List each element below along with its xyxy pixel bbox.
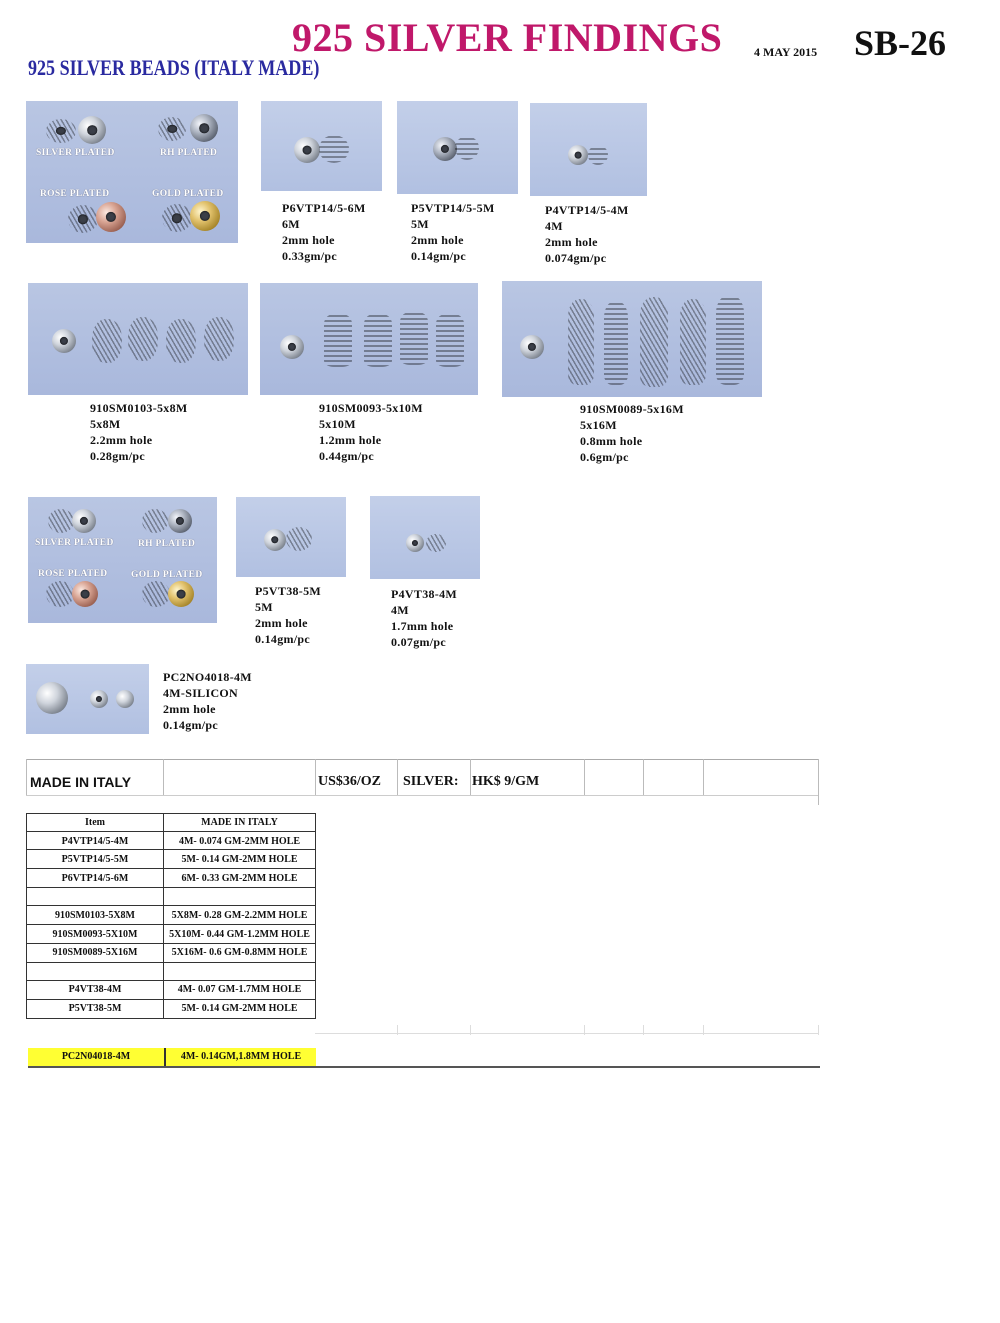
bead-image <box>190 114 218 142</box>
silver-label: SILVER: <box>403 774 459 789</box>
product-weight: 0.44gm/pc <box>319 449 375 463</box>
product-weight: 0.14gm/pc <box>163 718 219 732</box>
product-hole: 1.2mm hole <box>319 433 382 447</box>
bead-image <box>604 301 628 385</box>
bead-image <box>400 311 428 365</box>
product-hole: 2mm hole <box>255 616 308 630</box>
product-photo-p4vt38 <box>370 496 480 579</box>
product-caption <box>545 202 629 266</box>
table-cell-desc: 5X8M- 0.28 GM-2.2MM HOLE <box>171 910 308 921</box>
product-size: 4M <box>545 219 563 233</box>
product-code: P4VTP14/5-4M <box>545 203 629 217</box>
table-cell-desc: 5M- 0.14 GM-2MM HOLE <box>181 1003 298 1014</box>
product-weight: 0.28gm/pc <box>90 449 146 463</box>
product-caption <box>580 401 684 465</box>
table-cell-desc: 5M- 0.14 GM-2MM HOLE <box>181 854 298 865</box>
bead-image <box>588 145 608 165</box>
bead-image <box>72 581 98 607</box>
plating-label: RH PLATED <box>160 148 218 158</box>
page-title: 925 SILVER FINDINGS <box>292 15 723 60</box>
product-size: 5M <box>255 600 273 614</box>
grid-line <box>26 1018 316 1019</box>
bead-image <box>640 297 668 387</box>
table-cell-item: P4VTP14/5-4M <box>61 836 129 847</box>
bead-image <box>455 136 479 160</box>
product-photo-p4vtp14 <box>530 103 647 196</box>
product-code: P5VT38-5M <box>255 584 322 598</box>
plating-label: GOLD PLATED <box>152 189 224 199</box>
bead-image <box>436 313 464 367</box>
product-photo-p6vtp14 <box>261 101 382 191</box>
product-caption <box>319 400 423 464</box>
product-code: 910SM0093-5x10M <box>319 401 423 415</box>
grid-line <box>584 759 585 795</box>
product-code: P6VTP14/5-6M <box>282 201 366 215</box>
product-size: 5M <box>411 217 429 231</box>
grid-line <box>26 943 316 944</box>
product-caption <box>411 200 495 264</box>
plating-label: GOLD PLATED <box>131 570 203 580</box>
bead-image <box>168 581 194 607</box>
product-hole: 2mm hole <box>411 233 464 247</box>
bead-image <box>568 299 594 385</box>
product-code: 910SM0089-5x16M <box>580 402 684 416</box>
plating-label: SILVER PLATED <box>36 148 115 158</box>
highlight-row <box>28 1048 316 1066</box>
grid-line <box>26 999 316 1000</box>
bead-image <box>364 313 392 367</box>
product-weight: 0.074gm/pc <box>545 251 607 265</box>
bead-image <box>116 690 134 708</box>
grid-line <box>26 924 316 925</box>
bead-image <box>568 145 588 165</box>
bead-image <box>158 117 186 141</box>
bead-image <box>48 509 74 533</box>
made-in-label: MADE IN ITALY <box>30 774 132 790</box>
table-cell-item: 910SM0089-5X16M <box>52 947 138 958</box>
grid-line <box>26 849 316 850</box>
product-hole: 0.8mm hole <box>580 434 643 448</box>
product-size: 5x10M <box>319 417 356 431</box>
product-caption <box>282 200 366 264</box>
product-size: 4M-SILICON <box>163 686 239 700</box>
bead-image <box>294 137 320 163</box>
product-size: 5x8M <box>90 417 121 431</box>
product-caption <box>391 586 457 650</box>
product-weight: 0.14gm/pc <box>255 632 311 646</box>
bead-image <box>128 317 158 361</box>
grid-line <box>470 759 471 795</box>
grid-line <box>26 813 316 814</box>
product-photo-910sm0103 <box>28 283 248 395</box>
table-cell-item: PC2N04018-4M <box>61 1051 131 1062</box>
bead-image <box>142 581 170 607</box>
product-hole: 2mm hole <box>282 233 335 247</box>
grid-line <box>818 759 819 805</box>
table-cell-desc: 5X10M- 0.44 GM-1.2MM HOLE <box>169 929 310 940</box>
table-header-desc: MADE IN ITALY <box>201 817 278 828</box>
bead-image <box>426 534 446 552</box>
product-photo-910sm0093 <box>260 283 478 395</box>
grid-line <box>397 759 398 795</box>
grid-line <box>28 1066 820 1068</box>
subtitle: 925 SILVER BEADS (ITALY MADE) <box>28 55 320 80</box>
product-weight: 0.14gm/pc <box>411 249 467 263</box>
grid-line <box>26 980 316 981</box>
table-header-item: Item <box>85 817 105 828</box>
grid-line <box>818 1025 819 1035</box>
product-weight: 0.07gm/pc <box>391 635 447 649</box>
table-cell-desc: 5X16M- 0.6 GM-0.8MM HOLE <box>171 947 308 958</box>
bead-image <box>68 205 98 233</box>
product-size: 5x16M <box>580 418 617 432</box>
product-hole: 2mm hole <box>163 702 216 716</box>
grid-line <box>26 868 316 869</box>
grid-line <box>26 795 819 796</box>
plating-label: ROSE PLATED <box>38 569 108 579</box>
bead-image <box>90 690 108 708</box>
bead-image <box>406 534 424 552</box>
grid-line <box>584 1025 585 1035</box>
bead-image <box>46 119 76 143</box>
bead-image <box>46 581 74 607</box>
product-weight: 0.6gm/pc <box>580 450 629 464</box>
bead-image <box>280 335 304 359</box>
table-cell-item: 910SM0093-5X10M <box>52 929 138 940</box>
bead-image <box>319 135 349 163</box>
product-weight: 0.33gm/pc <box>282 249 338 263</box>
silver-value: HK$ 9/GM <box>472 774 540 789</box>
grid-line <box>26 831 316 832</box>
product-caption <box>90 400 188 464</box>
plating-label: SILVER PLATED <box>35 538 114 548</box>
product-code: PC2NO4018-4M <box>163 670 252 684</box>
product-caption <box>255 583 321 647</box>
plating-sample-photo-2 <box>28 497 217 623</box>
grid-line <box>703 1025 704 1035</box>
bead-image <box>78 116 106 144</box>
date-label: 4 MAY 2015 <box>754 45 818 59</box>
product-code: P5VTP14/5-5M <box>411 201 495 215</box>
grid-line <box>470 1025 471 1035</box>
grid-line <box>315 813 316 1018</box>
bead-image <box>162 204 192 232</box>
grid-line <box>26 759 27 795</box>
grid-line <box>26 962 316 963</box>
table-cell-desc: 6M- 0.33 GM-2MM HOLE <box>181 873 298 884</box>
grid-line <box>643 1025 644 1035</box>
product-photo-910sm0089 <box>502 281 762 397</box>
table-cell-item: P4VT38-4M <box>68 984 122 995</box>
bead-image <box>72 509 96 533</box>
product-hole: 2.2mm hole <box>90 433 153 447</box>
table-cell-item: 910SM0103-5X8M <box>55 910 135 921</box>
price-label: US$36/OZ <box>318 774 382 789</box>
table-cell-item: P5VT38-5M <box>68 1003 122 1014</box>
product-hole: 2mm hole <box>545 235 598 249</box>
grid-line <box>397 1025 398 1035</box>
table-cell-desc: 4M- 0.074 GM-2MM HOLE <box>178 836 301 847</box>
product-size: 4M <box>391 603 409 617</box>
product-photo-pc2no4018 <box>26 664 149 734</box>
bead-image <box>190 201 220 231</box>
bead-image <box>142 509 168 533</box>
product-caption <box>163 669 252 733</box>
bead-image <box>264 529 286 551</box>
bead-image <box>36 682 68 714</box>
bead-image <box>286 527 312 551</box>
table-cell-desc: 4M- 0.14GM,1.8MM HOLE <box>180 1051 302 1062</box>
grid-line <box>703 759 704 795</box>
grid-line <box>643 759 644 795</box>
grid-line <box>315 1033 819 1034</box>
grid-line <box>163 759 164 795</box>
product-code: P4VT38-4M <box>391 587 458 601</box>
bead-image <box>52 329 76 353</box>
product-size: 6M <box>282 217 300 231</box>
product-code: 910SM0103-5x8M <box>90 401 188 415</box>
bead-image <box>433 137 457 161</box>
product-photo-p5vt38 <box>236 497 346 577</box>
grid-line <box>26 905 316 906</box>
table-cell-desc: 4M- 0.07 GM-1.7MM HOLE <box>177 984 302 995</box>
bead-image <box>166 319 196 363</box>
grid-line <box>26 759 819 760</box>
bead-image <box>520 335 544 359</box>
product-photo-p5vtp14 <box>397 101 518 194</box>
plating-sample-photo-1 <box>26 101 238 243</box>
product-hole: 1.7mm hole <box>391 619 454 633</box>
sheet-code: SB-26 <box>854 23 947 63</box>
bead-image <box>204 317 234 361</box>
plating-label: ROSE PLATED <box>40 189 110 199</box>
grid-line <box>26 887 316 888</box>
table-cell-item: P6VTP14/5-6M <box>61 873 129 884</box>
bead-image <box>96 202 126 232</box>
bead-image <box>168 509 192 533</box>
plating-label: RH PLATED <box>138 539 196 549</box>
bead-image <box>324 313 352 367</box>
grid-line <box>315 759 316 795</box>
bead-image <box>680 299 706 385</box>
bead-image <box>92 319 122 363</box>
table-cell-item: P5VTP14/5-5M <box>61 854 129 865</box>
bead-image <box>716 295 744 385</box>
